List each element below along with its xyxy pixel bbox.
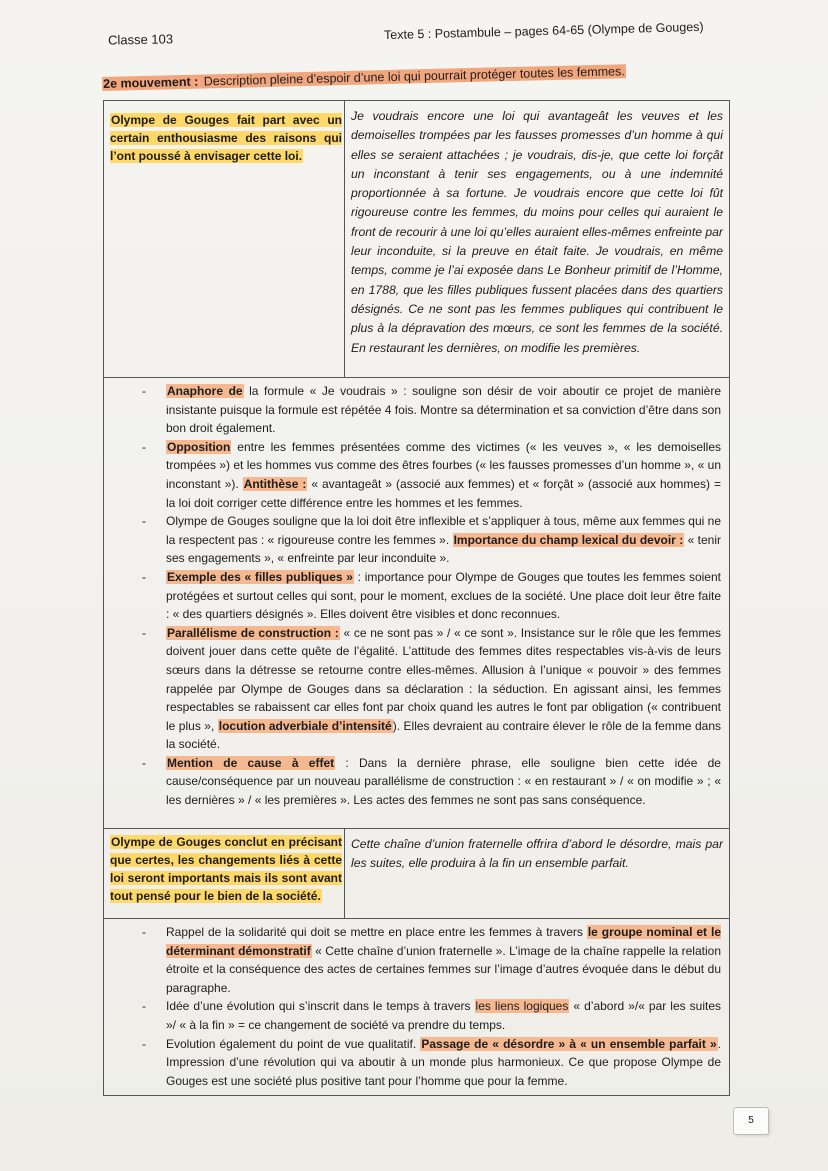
list-item: - Exemple des « filles publiques » : importance pour Olympe de Gouges que toutes les femmes soient protégées et surtout celles qui sont, pour le moment, exclues de la société. Une place doit leur être faite : « des quartiers désignés ». Elles doivent être visibles et donc reconnues.: [142, 569, 721, 622]
section2-summary: Olympe de Gouges conclut en précisant que certes, les changements liés à cette loi seront importants mais ils sont avant tout pensé pour le bien de la société.: [110, 835, 342, 903]
analysis2-list: [142, 923, 722, 1090]
table-row: [104, 377, 729, 828]
class-label: Classe 103: [107, 31, 174, 48]
section1-summary: Olympe de Gouges fait part avec un certain enthousiasme des raisons qui l’ont poussé à envisager cette loi.: [110, 113, 342, 163]
column-divider: [344, 829, 345, 918]
list-item: - Idée d’une évolution qui s’inscrit dans le temps à travers les liens logiques « d’abord »/« par les suites »/ « à la fin » = ce changement de société va prendre du temps.: [142, 999, 722, 1032]
section2-quote: Cette chaîne d’union fraternelle offrira d’abord le désordre, mais par les suites, elle produira à la fin un ensemble parfait.: [351, 837, 723, 871]
list-item: - Evolution également du point de vue qualitatif. Passage de « désordre » à « un ensemble parfait ». Impression d’une révolution qui va aboutir à un monde plus harmonieux. Ce que propose Olympe de Gouges est une société plus positive tant pour l’homme que pour la femme.: [142, 1036, 721, 1088]
analysis-table: [103, 100, 730, 1096]
analysis1-list: [142, 382, 722, 810]
table-row: [104, 101, 729, 377]
movement-text: Description pleine d’espoir d’une loi qui pourrait protéger toutes les femmes.: [200, 64, 625, 89]
table-row: [104, 918, 729, 1095]
list-item: - Mention de cause à effet : Dans la dernière phrase, elle souligne bien cette idée de cause/conséquence par un nouveau parallélisme de construction : « en restaurant » / « on modifie » ; « les dernières » / « les premières ». Les actes des femmes ne sont pas sans conséquence.: [142, 755, 721, 808]
movement-heading: [102, 62, 702, 91]
list-item: - Rappel de la solidarité qui doit se mettre en place entre les femmes à travers le groupe nominal et le déterminant démonstratif « Cette chaîne d’union fraternelle ». L’image de la chaîne rappelle la relation étroite et la conséquence des actes de certaines femmes sur l’image d’autres évoquée dans le début du paragraphe.: [142, 925, 721, 995]
section1-quote: Je voudrais encore une loi qui avantageât les veuves et les demoiselles trompées par les fausses promesses d’un homme à qui elles se seraient attachées ; je voudrais, dis-je, que cette loi forçât un inconstant à tenir ses engagements, ou à une indemnité proportionnée à sa fortune. Je voudrais encore que cette loi fût rigoureuse contre les femmes, du moins pour celles qui auraient le front de recourir à une loi qu’elles auraient elles-mêmes enfreinte par leur inconduite, si la preuve en était faite. Je voudrais, en même temps, comme je l’ai exposée dans Le Bonheur primitif de l’Homme, en 1788, que les filles publiques fussent placées dans des quartiers désignés. Ce ne sont pas les femmes publiques qui contribuent le plus à la dépravation des mœurs, ce sont les femmes de la société. En restaurant les dernières, on modifie les premières.: [351, 109, 723, 355]
list-item: - Anaphore de la formule « Je voudrais » : souligne son désir de voir aboutir ce projet de manière insistante puisque la formule est répétée 4 fois. Montre sa détermination et sa conviction d’être dans son bon droit également.: [142, 384, 721, 436]
list-item: - Opposition entre les femmes présentées comme des victimes (« les veuves », « les demoiselles trompées ») et les hommes vus comme des êtres fourbes (« les fausses promesses d’un homme », « un inconstant »). Antithèse : « avantageât » (associé aux femmes) et « forçât » (associé aux hommes) = la loi doit corriger cette différence entre les hommes et les femmes.: [142, 439, 721, 510]
list-item: - Parallélisme de construction : « ce ne sont pas » / « ce sont ». Insistance sur le rôle que les femmes doivent jouer dans cette quête de l’égalité. L’attitude des femmes dites respectables vis-à-vis de leurs sœurs dans la détresse se retourne contre elles-mêmes. Allusion à l’unique « pouvoir » des femmes rappelée par Olympe de Gouges dans sa déclaration : la séduction. En agissant ainsi, les femmes respectables se rabaissent car elles font par choix quand les autres le font par obligation (« contribuent le plus », locution adverbiale d’intensité). Elles devraient au contraire élever le rôle de la femme dans la société.: [142, 625, 721, 752]
table-row: [104, 828, 729, 918]
movement-label: 2e mouvement :: [102, 74, 199, 91]
column-divider: [344, 101, 345, 377]
page-number: 5: [733, 1107, 769, 1135]
document-title: Texte 5 : Postambule – pages 64-65 (Olympe de Gouges): [383, 19, 704, 43]
list-item: - Olympe de Gouges souligne que la loi doit être inflexible et s’appliquer à tous, même aux femmes qui ne la respectent pas : « rigoureuse contre les femmes ». Importance du champ lexical du devoir : « tenir ses engagements », « enfreinte par leur inconduite ».: [142, 514, 722, 566]
